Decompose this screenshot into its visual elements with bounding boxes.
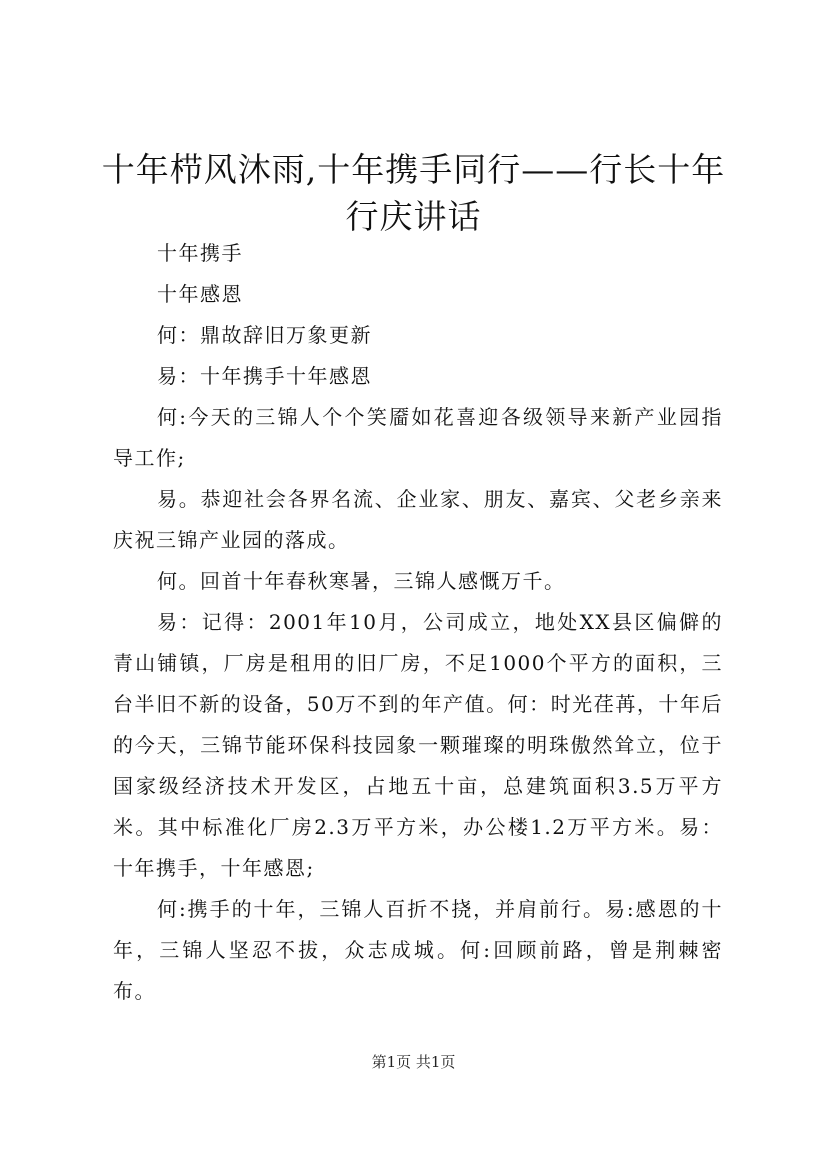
paragraph: 何。回首十年春秋寒暑，三锦人感慨万千。 [157,569,566,593]
paragraph: 十年携手 [157,241,243,265]
paragraph: 何:今天的三锦人个个笑靥如花喜迎各级领导来新产业园指导工作; [113,405,723,470]
paragraph: 何：鼎故辞旧万象更新 [157,323,372,347]
paragraph: 易。恭迎社会各界名流、企业家、朋友、嘉宾、父老乡亲来庆祝三锦产业园的落成。 [113,487,723,552]
page-footer [0,1052,827,1072]
paragraph: 十年感恩 [157,282,243,306]
page-number: 第1页 共1页 [371,1053,456,1071]
paragraph: 易：记得：2001年10月，公司成立，地处XX县区偏僻的青山铺镇，厂房是租用的旧厂房，不足1000个平方的面积，三台半旧不新的设备，50万不到的年产值。何：时光荏苒，十年后的今天，三锦节能环保科技园象一颗璀璨的明珠傲然耸立，位于国家级经济技术开发区，占地五十亩，总建筑面积3.5万平方米。其中标准化厂房2.3万平方米，办公楼1.2万平方米。易：十年携手，十年感恩; [113,610,723,880]
document-title: 十年栉风沐雨,十年携手同行——行长十年行庆讲话 [101,150,726,236]
document-body [113,233,723,1012]
paragraph: 何:携手的十年，三锦人百折不挠，并肩前行。易:感恩的十年，三锦人坚忍不拔，众志成城。何:回顾前路，曾是荆棘密布。 [113,897,723,1003]
paragraph: 易：十年携手十年感恩 [157,364,372,388]
